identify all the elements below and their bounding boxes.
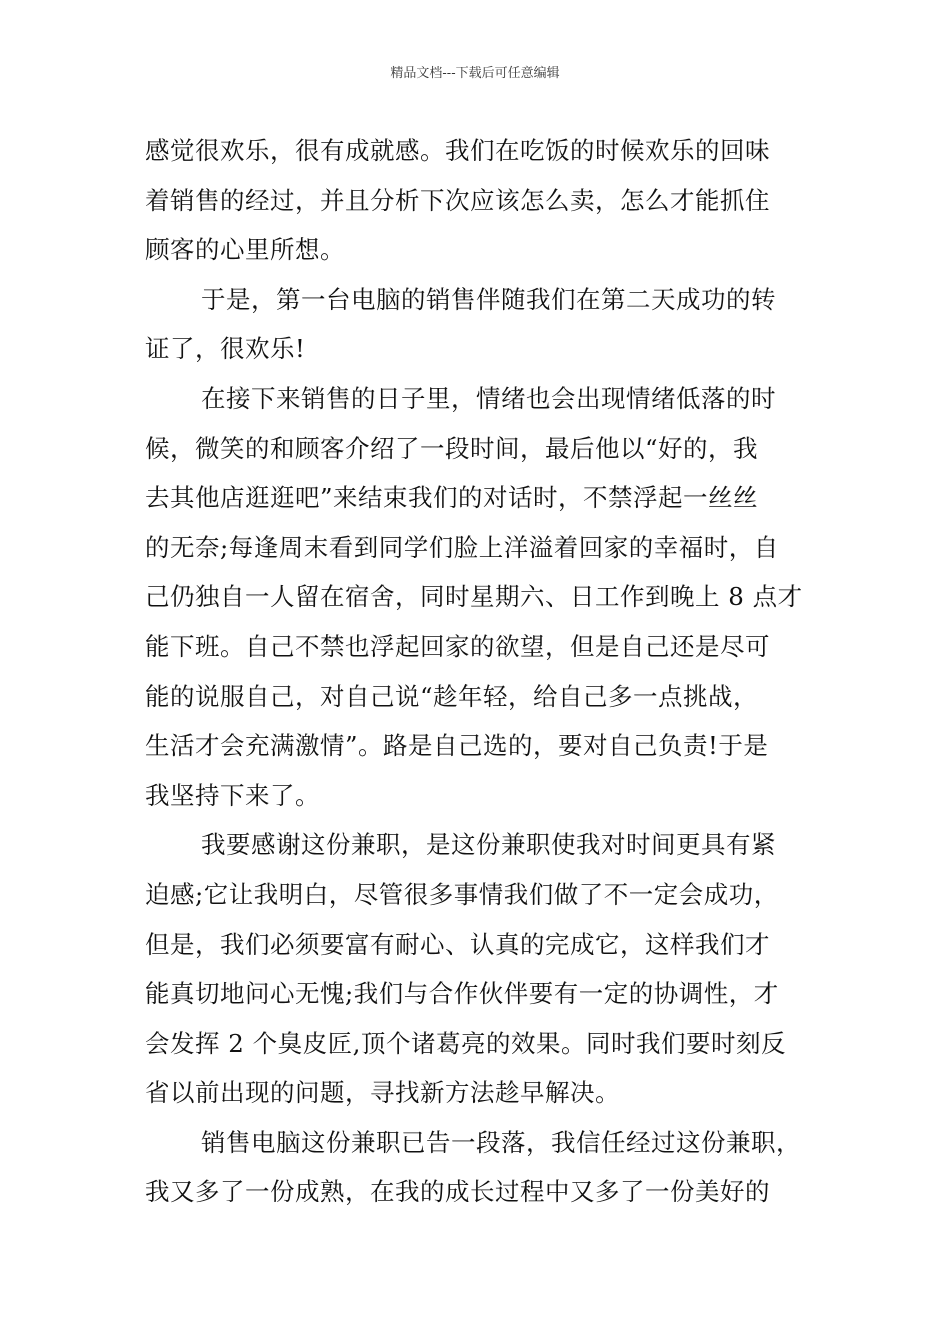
text-line: 我又多了一份成熟，在我的成长过程中又多了一份美好的 [145,1177,770,1207]
paragraph-first-line: 销售电脑这份兼职已告一段落，我信任经过这份兼职， [201,1127,801,1157]
text-line: 顾客的心里所想。 [145,235,345,265]
text-line: 生活才会充满激情”。路是自己选的，要对自己负责!于是 [145,731,769,761]
document-body [145,126,825,1217]
paragraph-first-line: 我要感谢这份兼职，是这份兼职使我对时间更具有紧 [201,830,776,860]
text-line: 能的说服自己，对自己说“趁年轻，给自己多一点挑战， [145,681,759,711]
text-line: 去其他店逛逛吧”来结束我们的对话时，不禁浮起一丝丝 [145,483,759,513]
text-line: 能下班。自己不禁也浮起回家的欲望，但是自己还是尽可 [145,631,770,661]
text-line: 迫感;它让我明白，尽管很多事情我们做了不一定会成功， [145,879,779,909]
text-line: 我坚持下来了。 [145,780,320,810]
text-line: 着销售的经过，并且分析下次应该怎么卖，怎么才能抓住 [145,185,770,215]
text-line: 省以前出现的问题，寻找新方法趁早解决。 [145,1078,620,1108]
text-line: 的无奈;每逢周末看到同学们脸上洋溢着回家的幸福时，自 [145,532,779,562]
text-line: 证了，很欢乐! [145,334,306,364]
paragraph-first-line: 在接下来销售的日子里，情绪也会出现情绪低落的时 [201,383,776,413]
page-header: 精品文档---下载后可任意编辑 [390,66,560,81]
text-line: 感觉很欢乐，很有成就感。我们在吃饭的时候欢乐的回味 [145,136,770,165]
text-line: 但是，我们必须要富有耐心、认真的完成它，这样我们才 [145,929,770,959]
text-line: 能真切地问心无愧;我们与合作伙伴要有一定的协调性，才 [145,979,779,1009]
text-line: 候，微笑的和顾客介绍了一段时间，最后他以“好的，我 [145,433,759,463]
text-line: 己仍独自一人留在宿舍，同时星期六、日工作到晚上 8 点才 [145,582,803,612]
paragraph-first-line: 于是，第一台电脑的销售伴随我们在第二天成功的转 [201,284,776,314]
text-line: 会发挥 2 个臭皮匠,顶个诸葛亮的效果。同时我们要时刻反 [145,1028,786,1058]
